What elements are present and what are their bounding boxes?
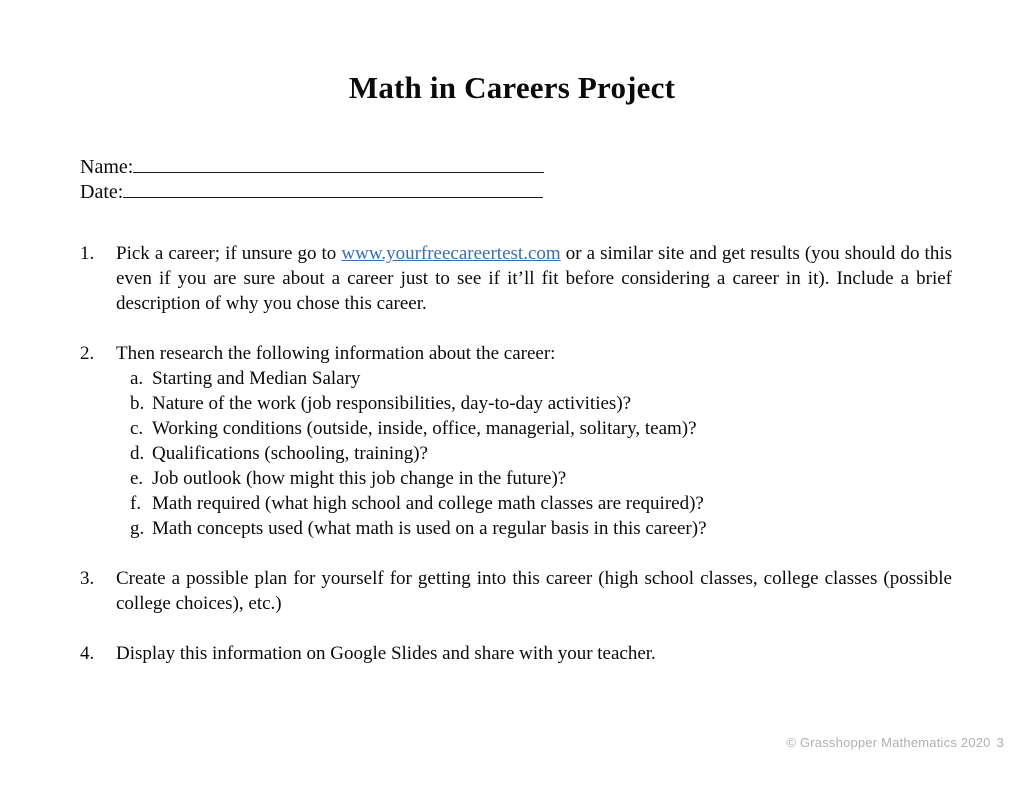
date-field-row bbox=[80, 180, 560, 205]
list-item bbox=[130, 491, 952, 516]
sublist-item-e-marker: e. bbox=[130, 468, 144, 489]
list-item-2 bbox=[80, 341, 952, 366]
sublist-item-f-text: Math required (what high school and college math classes are required)? bbox=[152, 493, 704, 514]
spacer bbox=[80, 541, 952, 566]
list-item-2-text: Then research the following information about the career: bbox=[116, 343, 556, 364]
sublist-item-a-marker: a. bbox=[130, 368, 144, 389]
page-number: 3 bbox=[996, 735, 1004, 750]
list-item-2-sublist bbox=[130, 366, 952, 541]
list-item bbox=[130, 391, 952, 416]
footer bbox=[0, 735, 1004, 750]
list-item-3-text: Create a possible plan for yourself for getting into this career (high school classes, college classes (possible college choices), etc.) bbox=[116, 568, 952, 614]
form-fields bbox=[80, 155, 560, 205]
list-item bbox=[130, 441, 952, 466]
date-field-input-line[interactable] bbox=[123, 181, 543, 198]
name-field-row bbox=[80, 155, 560, 180]
sublist-item-g-text: Math concepts used (what math is used on a regular basis in this career)? bbox=[152, 518, 707, 539]
list-item-1-text-before-link: Pick a career; if unsure go to bbox=[116, 243, 342, 264]
list-item-3 bbox=[80, 566, 952, 616]
sublist-item-d-marker: d. bbox=[130, 443, 145, 464]
list-item bbox=[130, 516, 952, 541]
list-item-1-marker: 1. bbox=[80, 243, 95, 264]
list-item-2-marker: 2. bbox=[80, 343, 95, 364]
list-item-4 bbox=[80, 641, 952, 666]
page-title: Math in Careers Project bbox=[348, 70, 676, 105]
spacer bbox=[80, 316, 952, 341]
sublist-item-c-text: Working conditions (outside, inside, office, managerial, solitary, team)? bbox=[152, 418, 697, 439]
spacer bbox=[80, 616, 952, 641]
list-item-4-text: Display this information on Google Slides and share with your teacher. bbox=[116, 643, 656, 664]
sublist-item-e-text: Job outlook (how might this job change in the future)? bbox=[152, 468, 567, 489]
list-item bbox=[130, 366, 952, 391]
list-item bbox=[130, 416, 952, 441]
date-field-label: Date: bbox=[80, 181, 124, 203]
sublist-item-f-marker: f. bbox=[130, 493, 142, 514]
sublist-item-c-marker: c. bbox=[130, 418, 144, 439]
career-test-link[interactable]: www.yourfreecareertest.com bbox=[341, 243, 561, 264]
list-item-3-marker: 3. bbox=[80, 568, 95, 589]
copyright-text: © Grasshopper Mathematics 2020 bbox=[786, 735, 991, 750]
instructions-list bbox=[80, 241, 952, 666]
sublist-item-b-marker: b. bbox=[130, 393, 145, 414]
list-item-4-marker: 4. bbox=[80, 643, 95, 664]
name-field-label: Name: bbox=[80, 156, 134, 178]
sublist-item-g-marker: g. bbox=[130, 518, 145, 539]
sublist-item-b-text: Nature of the work (job responsibilities, day-to-day activities)? bbox=[152, 393, 632, 414]
sublist-item-d-text: Qualifications (schooling, training)? bbox=[152, 443, 428, 464]
list-item-1 bbox=[80, 241, 952, 316]
list-item bbox=[130, 466, 952, 491]
name-field-input-line[interactable] bbox=[133, 156, 544, 173]
list-item-1-text bbox=[116, 241, 952, 316]
sublist-item-a-text: Starting and Median Salary bbox=[152, 368, 361, 389]
list-item-1-text-after-link: or a similar site and get results (you should do this even if you are sure about a career just to see if it’ll fit before considering a career in it). Include a brief description of why you chose this career. bbox=[116, 243, 952, 314]
